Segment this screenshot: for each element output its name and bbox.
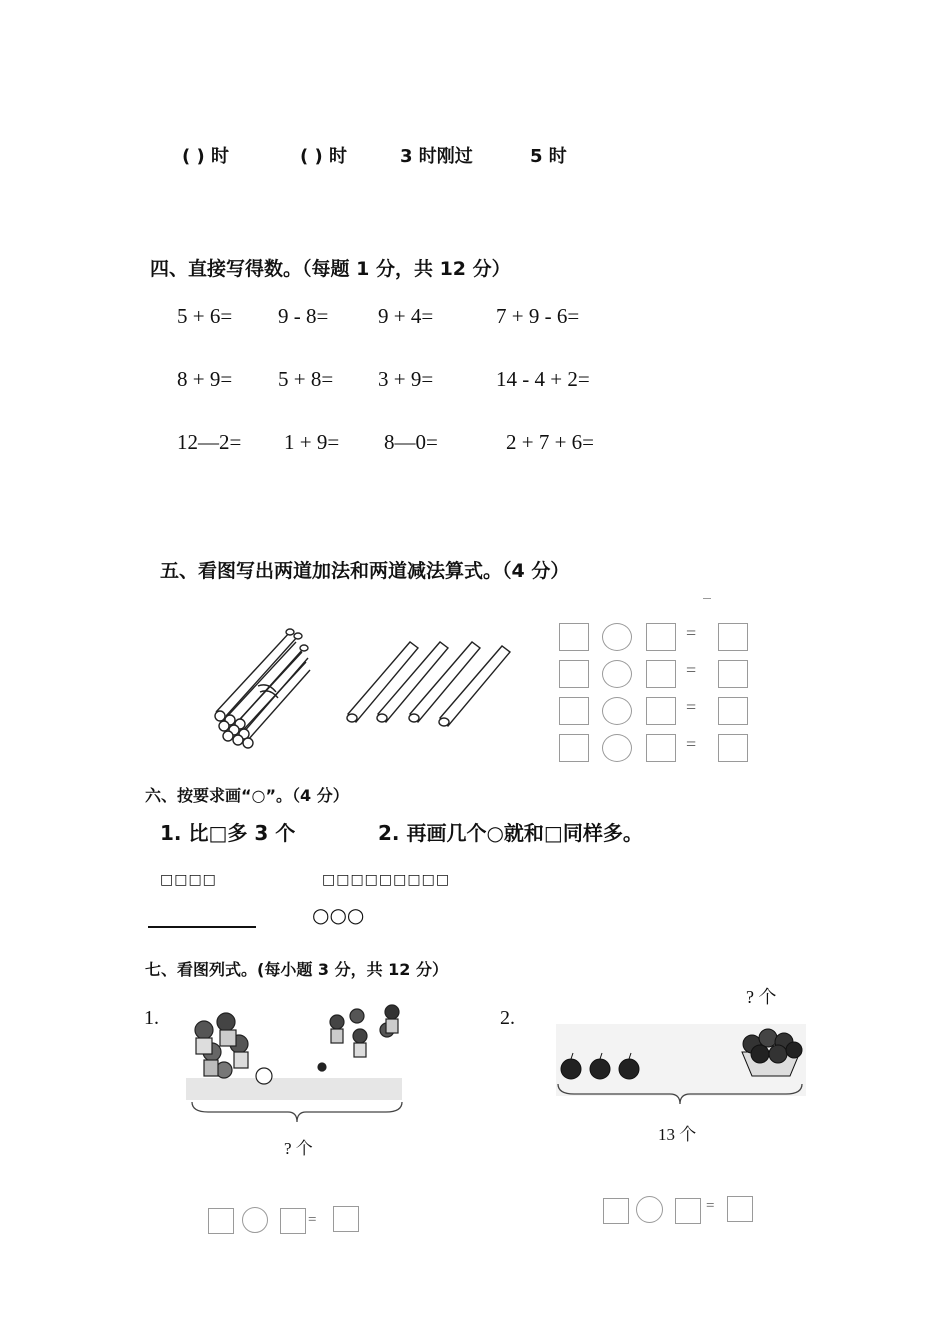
clock-label-2: ( ) 时 — [300, 146, 347, 167]
calc-r2-c3: 3 + 9= — [378, 367, 434, 391]
eq3-result-box[interactable] — [718, 697, 748, 725]
small-dash — [703, 598, 711, 599]
p1-box-b[interactable] — [280, 1208, 306, 1234]
stick-bundle-image — [198, 622, 328, 750]
p1-operator-oval[interactable] — [242, 1207, 268, 1233]
p1-box-a[interactable] — [208, 1208, 234, 1234]
eq2-result-box[interactable] — [718, 660, 748, 688]
section7-title: 七、看图列式。(每小题 3 分，共 12 分） — [145, 960, 448, 979]
calc-r1-c4: 7 + 9 - 6= — [496, 304, 580, 328]
eq4-box-a[interactable] — [559, 734, 589, 762]
problem2-question-label: ? 个 — [746, 987, 777, 1007]
eq1-equals: = — [686, 623, 697, 643]
calc-r2-c4: 14 - 4 + 2= — [496, 367, 590, 391]
eq4-operator-oval[interactable] — [602, 734, 632, 762]
problem1-total-label: ? 个 — [284, 1139, 313, 1158]
eq4-box-b[interactable] — [646, 734, 676, 762]
clock-label-3: 3 时刚过 — [400, 146, 473, 167]
eq1-result-box[interactable] — [718, 623, 748, 651]
eq4-equals: = — [686, 734, 697, 754]
eq2-equals: = — [686, 660, 697, 680]
p2-box-a[interactable] — [603, 1198, 629, 1224]
p2-result-box[interactable] — [727, 1196, 753, 1222]
eq1-box-b[interactable] — [646, 623, 676, 651]
calc-r1-c2: 9 - 8= — [278, 304, 329, 328]
eq1-box-a[interactable] — [559, 623, 589, 651]
apples-basket-image — [554, 1016, 808, 1120]
single-sticks-image — [344, 638, 514, 730]
calc-r1-c3: 9 + 4= — [378, 304, 434, 328]
eq1-operator-oval[interactable] — [602, 623, 632, 651]
eq3-operator-oval[interactable] — [602, 697, 632, 725]
eq3-equals: = — [686, 697, 697, 717]
q1-answer-line[interactable] — [148, 926, 256, 928]
calc-r2-c1: 8 + 9= — [177, 367, 233, 391]
eq3-box-b[interactable] — [646, 697, 676, 725]
calc-r3-c3: 8—0= — [384, 430, 438, 454]
section6-q2: 2. 再画几个○就和□同样多。 — [378, 821, 643, 845]
clock-label-1: ( ) 时 — [182, 146, 229, 167]
p1-equals: = — [308, 1212, 317, 1228]
problem2-total-label: 13 个 — [658, 1125, 697, 1144]
eq2-operator-oval[interactable] — [602, 660, 632, 688]
clock-label-4: 5 时 — [530, 146, 567, 167]
calc-r2-c2: 5 + 8= — [278, 367, 334, 391]
eq3-box-a[interactable] — [559, 697, 589, 725]
q2-circles: ○○○ — [312, 903, 365, 927]
section6-q1: 1. 比□多 3 个 — [160, 821, 296, 845]
eq4-result-box[interactable] — [718, 734, 748, 762]
section5-title: 五、看图写出两道加法和两道减法算式。（4 分） — [160, 560, 570, 582]
eq2-box-a[interactable] — [559, 660, 589, 688]
calc-r3-c2: 1 + 9= — [284, 430, 340, 454]
q2-squares: □□□□□□□□□ — [322, 872, 451, 888]
problem2-number: 2. — [500, 1007, 515, 1029]
q1-squares: □□□□ — [160, 872, 217, 888]
p2-operator-oval[interactable] — [636, 1196, 663, 1223]
p2-box-b[interactable] — [675, 1198, 701, 1224]
calc-r1-c1: 5 + 6= — [177, 304, 233, 328]
problem1-number: 1. — [144, 1007, 159, 1029]
calc-r3-c4: 2 + 7 + 6= — [506, 430, 595, 454]
problem1-brace — [188, 1100, 406, 1124]
eq2-box-b[interactable] — [646, 660, 676, 688]
calc-r3-c1: 12—2= — [177, 430, 242, 454]
children-playing-image — [184, 1000, 406, 1104]
p1-result-box[interactable] — [333, 1206, 359, 1232]
section4-title: 四、直接写得数。（每题 1 分，共 12 分） — [150, 258, 511, 280]
p2-equals: = — [706, 1198, 715, 1214]
section6-title: 六、按要求画“○”。（4 分） — [145, 786, 349, 805]
